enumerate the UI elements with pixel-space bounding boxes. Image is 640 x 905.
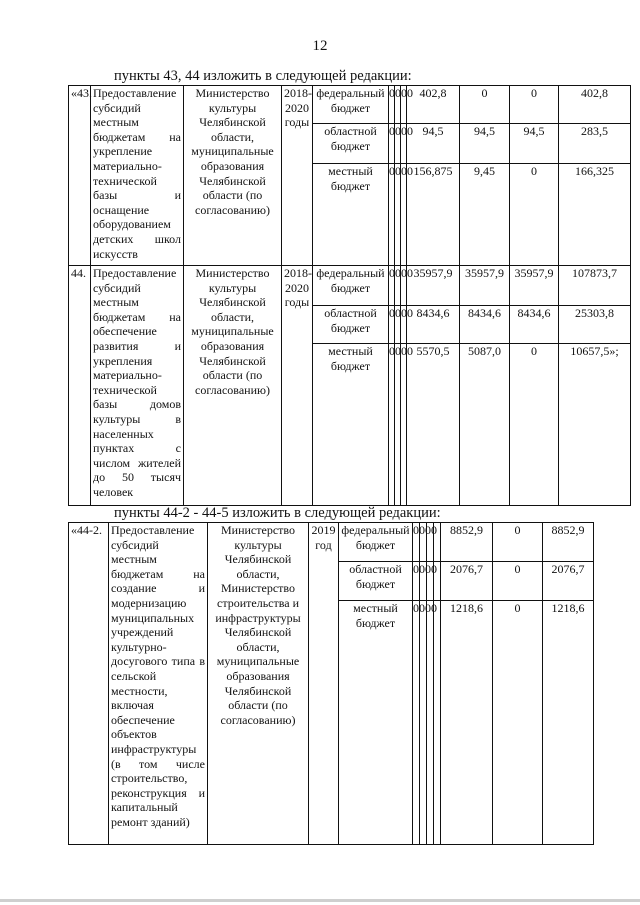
value-year-2: 9,45 [460,164,510,266]
budget-code: 0000 [413,523,420,562]
budget-source: областной бюджет [339,562,413,601]
budget-source: федеральный бюджет [313,266,389,306]
budget-source: федеральный бюджет [339,523,413,562]
section-heading-2: пункты 44-2 - 44-5 изложить в следующей редакции: [114,505,441,521]
value-year-2: 0 [493,601,543,845]
section-heading-1: пункты 43, 44 изложить в следующей редакции: [114,68,412,84]
budget-source: областной бюджет [313,124,389,164]
page-number: 12 [312,38,328,54]
budget-code [420,601,427,845]
row-description: Предоставление субсидий местным бюджетам на укрепление материально-технической базы и оснащение оборудованием детских школ искусств [91,86,184,266]
value-total: 1218,6 [543,601,594,845]
value-total: 8852,9 [543,523,594,562]
row-years: 2018-2020 годы [282,86,313,266]
value-year-1: 2076,7 [441,562,493,601]
row-executor: Министерство культуры Челябинской области, Министерство строительства и инфраструктуры Челябинской области, муниципальные образования Челябинской области (по согласованию) [208,523,309,845]
budget-code [427,601,434,845]
value-total: 283,5 [559,124,631,164]
value-year-1: 156,875 [407,164,460,266]
value-total: 166,325 [559,164,631,266]
row-number: 44. [69,266,91,506]
row-number: «43. [69,86,91,266]
page-bottom-rule [0,899,640,902]
table-row [69,86,631,124]
value-year-2: 35957,9 [460,266,510,306]
program-table-1 [68,85,631,506]
value-total: 10657,5»; [559,344,631,506]
value-year-3: 0 [510,164,559,266]
budget-source: федеральный бюджет [313,86,389,124]
table-row [69,523,594,562]
value-year-3: 35957,9 [510,266,559,306]
value-year-2: 0 [460,86,510,124]
program-table-2 [68,522,594,845]
budget-code: 0000 [389,306,395,344]
value-year-1: 35957,9 [407,266,460,306]
row-executor: Министерство культуры Челябинской области, муниципальные образования Челябинской области (по согласованию) [184,86,282,266]
budget-code: 0000 [389,124,395,164]
value-year-2: 0 [493,523,543,562]
value-year-1: 94,5 [407,124,460,164]
value-year-2: 94,5 [460,124,510,164]
budget-code: 0000 [389,164,395,266]
budget-code: 0000 [413,601,420,845]
value-year-2: 8434,6 [460,306,510,344]
value-year-1: 8434,6 [407,306,460,344]
value-year-2: 5087,0 [460,344,510,506]
row-number: «44-2. [69,523,109,845]
value-year-3: 0 [510,86,559,124]
budget-code: 0000 [389,344,395,506]
budget-source: местный бюджет [339,601,413,845]
budget-code: 0000 [389,86,395,124]
budget-source: областной бюджет [313,306,389,344]
value-year-1: 402,8 [407,86,460,124]
value-year-1: 8852,9 [441,523,493,562]
value-total: 107873,7 [559,266,631,306]
value-total: 2076,7 [543,562,594,601]
value-year-3: 94,5 [510,124,559,164]
row-years: 2018-2020 годы [282,266,313,506]
value-year-1: 1218,6 [441,601,493,845]
budget-source: местный бюджет [313,164,389,266]
row-executor: Министерство культуры Челябинской области, муниципальные образования Челябинской области (по согласованию) [184,266,282,506]
value-total: 25303,8 [559,306,631,344]
value-year-2: 0 [493,562,543,601]
value-year-3: 0 [510,344,559,506]
budget-source: местный бюджет [313,344,389,506]
row-description: Предоставление субсидий местным бюджетам на обеспечение развития и укрепления материально-технической базы домов культуры в населенных пунктах с числом жителей до 50 тысяч человек [91,266,184,506]
budget-code: 0000 [389,266,395,306]
row-years: 2019 год [309,523,339,845]
table-row [69,266,631,306]
value-year-1: 5570,5 [407,344,460,506]
row-description: Предоставление субсидий местным бюджетам на создание и модернизацию муниципальных учреждений культурно-досугового типа в сельской местности, включая обеспечение объектов инфраструктуры (в том числе строительство, реконструкция и капитальный ремонт зданий) [109,523,208,845]
budget-code [434,601,441,845]
budget-code: 0000 [413,562,420,601]
value-year-3: 8434,6 [510,306,559,344]
value-total: 402,8 [559,86,631,124]
